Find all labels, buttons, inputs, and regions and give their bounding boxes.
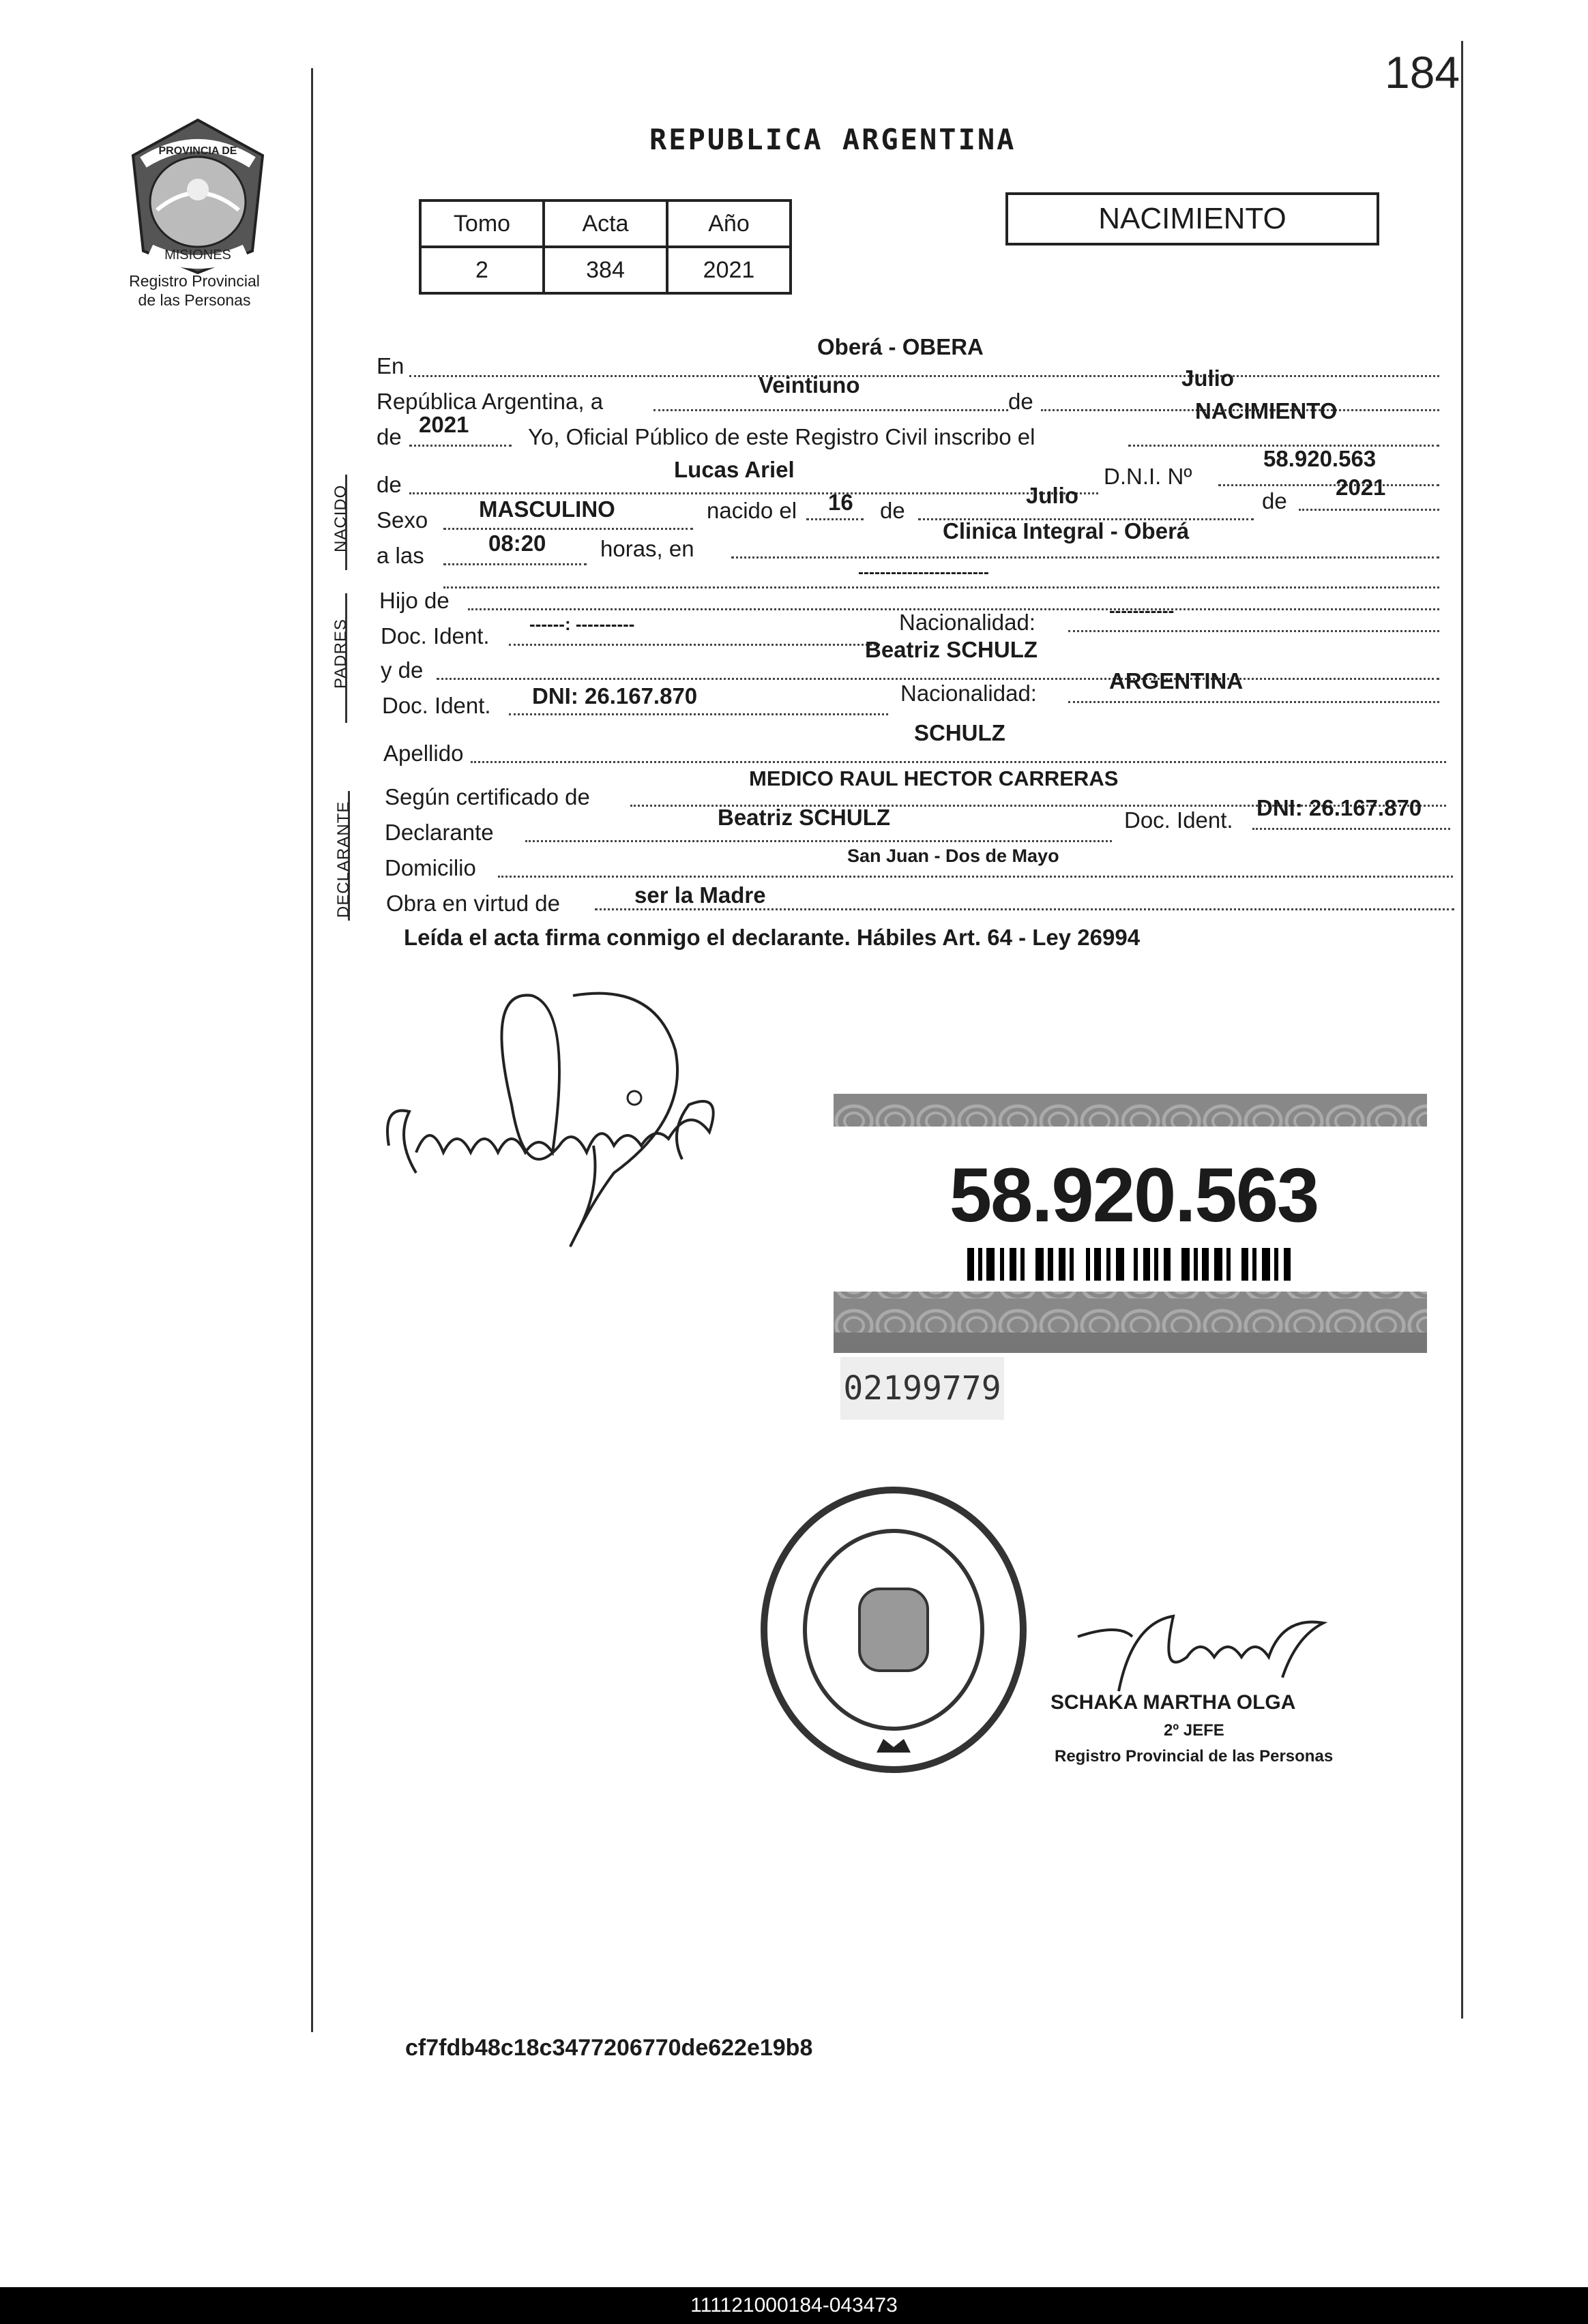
label-apellido: Apellido — [383, 741, 464, 766]
field-tipo: NACIMIENTO — [1195, 398, 1338, 423]
dotted-line — [595, 908, 1454, 910]
dotted-line — [409, 445, 512, 447]
field-anio: 2021 — [419, 412, 469, 437]
dotted-line — [437, 678, 1439, 680]
document-hash: cf7fdb48c18c3477206770de622e19b8 — [405, 2035, 813, 2061]
label-y-de: y de — [381, 657, 424, 683]
label-segun: Según certificado de — [385, 784, 590, 809]
header-tomo: Tomo — [420, 200, 544, 247]
closing-text: Leída el acta firma conmigo el declarante. Hábiles Art. 64 - Ley 26994 — [404, 925, 1141, 950]
label-yo: Yo, Oficial Público de este Registro Civil inscribo el — [528, 424, 1035, 449]
field-padre-doc: ------: ---------- — [529, 614, 635, 634]
field-mes: Julio — [1181, 366, 1235, 391]
header-acta: Acta — [544, 200, 667, 247]
label-obra: Obra en virtud de — [386, 891, 560, 916]
field-lugar: Oberá - OBERA — [817, 334, 984, 359]
section-label-nacido: NACIDO — [332, 484, 350, 552]
field-dni: 58.920.563 — [1263, 446, 1377, 471]
label-dni: D.N.I. Nº — [1104, 464, 1192, 489]
label-nacionalidad-2: Nacionalidad: — [900, 681, 1037, 706]
page-title: REPUBLICA ARGENTINA — [649, 123, 1016, 156]
page-number: 184 — [1385, 47, 1460, 98]
dotted-line — [443, 586, 1439, 589]
official-role: 2º JEFE — [1164, 1721, 1224, 1740]
dotted-line — [443, 563, 587, 565]
svg-text:PROVINCIA DE: PROVINCIA DE — [158, 145, 237, 157]
dotted-line — [1068, 701, 1439, 703]
label-sexo: Sexo — [377, 507, 428, 533]
label-doc-ident-2: Doc. Ident. — [382, 693, 491, 718]
field-madre-nac: ARGENTINA — [1109, 668, 1244, 694]
field-hora: 08:20 — [488, 531, 546, 556]
section-label-declarante: DECLARANTE — [334, 801, 353, 918]
value-acta: 384 — [544, 247, 667, 293]
dotted-line — [409, 375, 1439, 377]
dotted-line — [1218, 484, 1439, 486]
dotted-line — [471, 761, 1446, 763]
header-anio: Año — [667, 200, 791, 247]
label-declarante: Declarante — [385, 820, 494, 845]
registry-caption: Registro Provincial de las Personas — [129, 272, 260, 309]
field-declarante: Beatriz SCHULZ — [718, 805, 891, 830]
table-row — [420, 200, 791, 247]
label-nacido-el: nacido el — [707, 498, 797, 523]
dotted-line — [1068, 630, 1439, 632]
field-obra: ser la Madre — [634, 882, 766, 908]
dotted-line — [653, 409, 1008, 411]
field-nombre: Lucas Ariel — [674, 457, 795, 482]
dotted-line — [498, 876, 1453, 878]
reference-table — [419, 199, 792, 295]
field-lugar-nac: Clinica Integral - Oberá — [943, 518, 1190, 543]
label-en: En — [377, 353, 405, 378]
document-type-box: NACIMIENTO — [1005, 192, 1379, 245]
field-declarante-doc: DNI: 26.167.870 — [1256, 795, 1422, 820]
label-de-nacido: de — [377, 472, 402, 497]
dotted-line — [525, 840, 1112, 842]
field-domicilio: San Juan - Dos de Mayo — [847, 846, 1059, 866]
dotted-line — [731, 556, 1439, 558]
footer-id: 111121000184-043473 — [0, 2287, 1588, 2324]
declarant-signature — [368, 968, 791, 1268]
dotted-line — [1252, 828, 1450, 830]
label-republica: República Argentina, a — [377, 389, 604, 414]
official-name: SCHAKA MARTHA OLGA — [1050, 1691, 1296, 1714]
field-sexo: MASCULINO — [479, 496, 615, 522]
dni-barcode-sticker — [834, 1094, 1427, 1353]
label-hijo-de: Hijo de — [379, 588, 450, 613]
label-doc-ident: Doc. Ident. — [381, 623, 490, 649]
official-office: Registro Provincial de las Personas — [1055, 1747, 1334, 1766]
dotted-line — [806, 518, 864, 520]
left-margin-line — [311, 68, 313, 2032]
section-label-padres: PADRES — [332, 619, 350, 689]
field-certificado: MEDICO RAUL HECTOR CARRERAS — [749, 766, 1119, 790]
label-de3: de — [880, 498, 905, 523]
field-madre: Beatriz SCHULZ — [865, 637, 1038, 662]
label-domicilio: Domicilio — [385, 855, 476, 880]
field-dia-letras: Veintiuno — [759, 372, 860, 398]
stamp-number: 02199779 — [840, 1357, 1004, 1420]
label-horas-en: horas, en — [600, 536, 694, 561]
value-tomo: 2 — [420, 247, 544, 293]
field-apellido: SCHULZ — [914, 720, 1005, 745]
official-signature — [1037, 1596, 1351, 1698]
label-nacionalidad: Nacionalidad: — [899, 610, 1035, 635]
field-mes-nac: Julio — [1026, 483, 1079, 508]
label-de2: de — [377, 424, 402, 449]
dotted-line — [443, 528, 693, 530]
dotted-line — [509, 644, 880, 646]
value-anio: 2021 — [667, 247, 791, 293]
province-emblem-icon — [116, 115, 280, 278]
field-anio-nac: 2021 — [1336, 475, 1386, 500]
field-padre: ------------------------ — [858, 563, 989, 582]
dotted-line — [1299, 509, 1439, 511]
label-doc-ident-3: Doc. Ident. — [1124, 807, 1233, 833]
label-a-las: a las — [377, 543, 424, 568]
table-row — [420, 247, 791, 293]
svg-text:MISIONES: MISIONES — [164, 248, 231, 263]
label-de: de — [1008, 389, 1033, 414]
field-padre-nac: ----------- — [1109, 600, 1175, 621]
dotted-line — [509, 713, 888, 715]
field-madre-doc: DNI: 26.167.870 — [532, 683, 698, 709]
right-margin-line — [1461, 41, 1463, 2018]
dotted-line — [409, 492, 1098, 494]
official-seal-stamp — [750, 1480, 1037, 1780]
field-dia-nac: 16 — [828, 490, 853, 515]
label-de4: de — [1262, 488, 1287, 513]
barcode-number: 58.920.563 — [949, 1152, 1319, 1238]
